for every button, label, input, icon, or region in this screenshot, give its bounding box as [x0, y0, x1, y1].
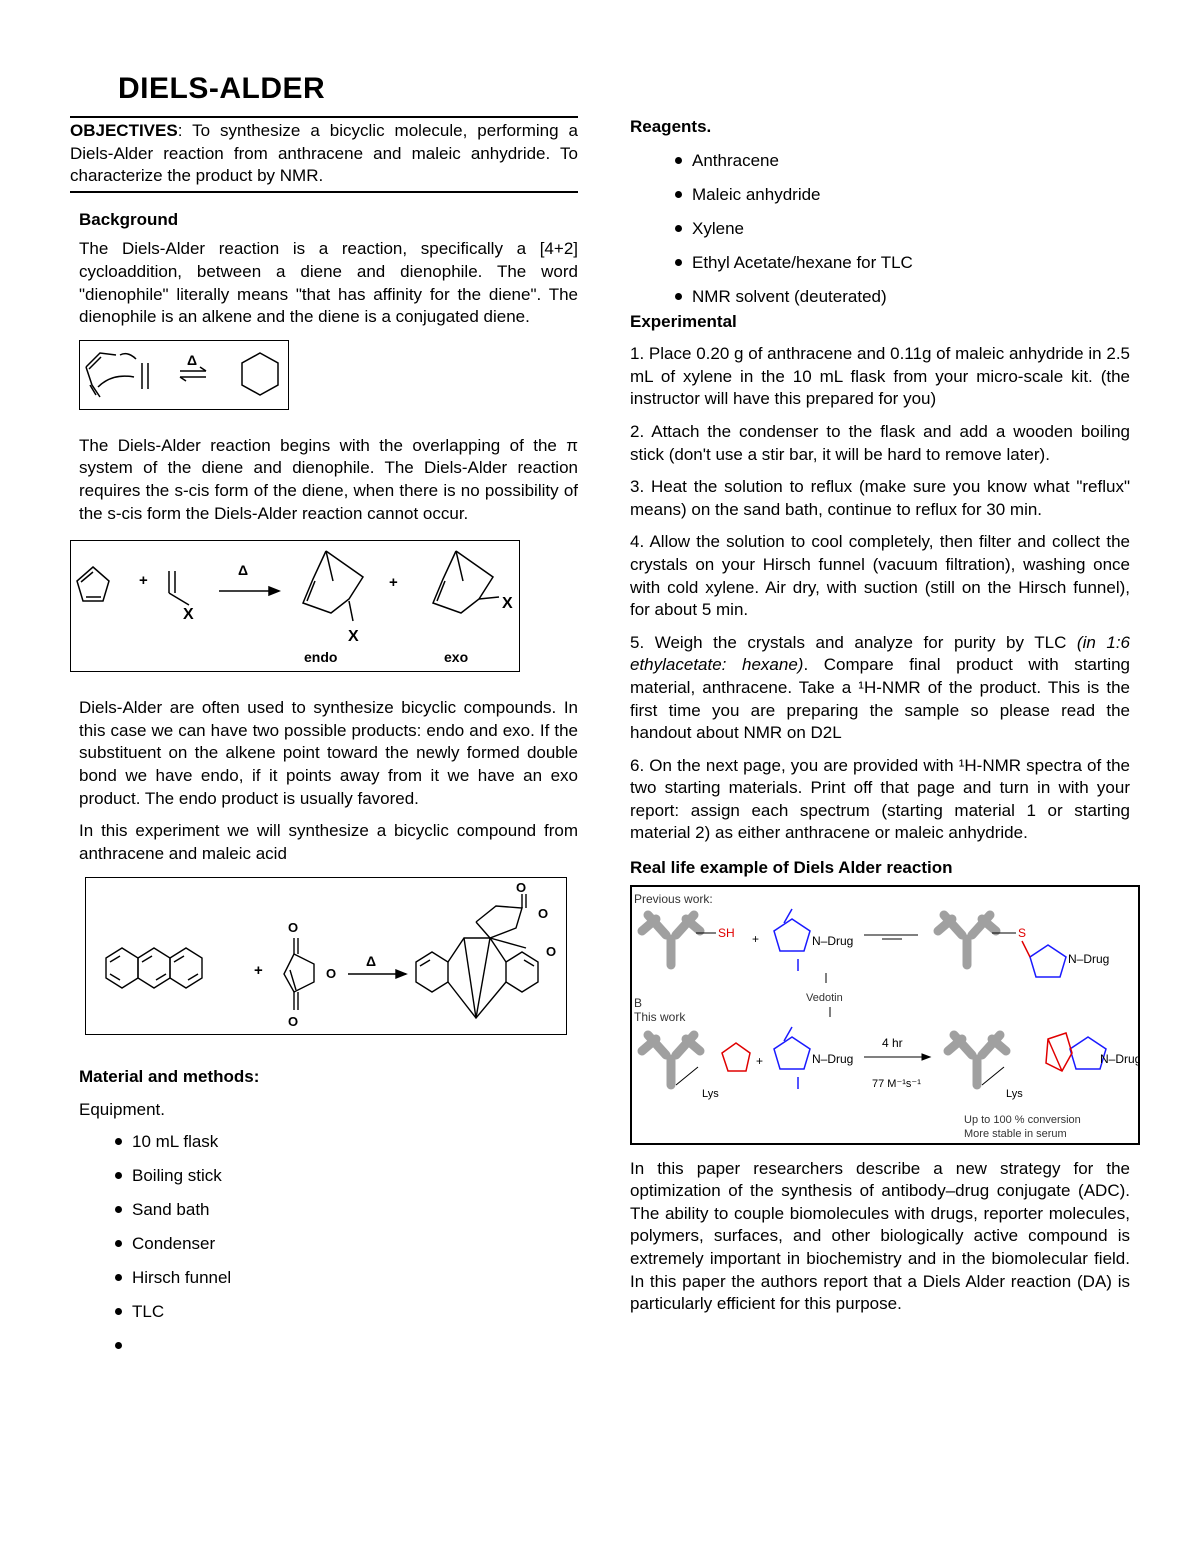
step-5-tlc-ratio: (in 1:6 ethylacetate: hexane)	[630, 632, 1130, 675]
experimental-step-1: 1. Place 0.20 g of anthracene and 0.11g of maleic anhydride in 2.5 mL of xylene in the 10 mL flask from your micro-scale kit. (the instructor will have this prepared for you)	[630, 344, 1130, 409]
reagent-item-label: Maleic anhydride	[692, 184, 821, 204]
oxygen-label: O	[288, 920, 299, 936]
exo-label: exo	[444, 649, 469, 666]
x-substituent: X	[183, 606, 194, 624]
delta-label: Δ	[187, 351, 198, 368]
step-5-text-cont: . Compare final product with starting material, anthracene. Take a ¹H-NMR of the product. This is the first time you are preparing the sample so please read the handout about NMR on D2L	[630, 655, 1131, 743]
list-item	[630, 286, 1130, 320]
lys-label: Lys	[1006, 1087, 1023, 1100]
list-item	[70, 1301, 578, 1335]
conversion-label: Up to 100 % conversion	[964, 1113, 1081, 1126]
bullet-icon	[115, 1240, 122, 1247]
reagents-heading: Reagents.	[630, 117, 712, 136]
experimental-step-3: 3. Heat the solution to reflux (make sure you know what "reflux" means) on the sand bath, continue to reflux for 30 min.	[630, 477, 1130, 519]
plus-sign: +	[139, 572, 148, 590]
bullet-icon	[115, 1206, 122, 1213]
bullet-icon	[675, 293, 682, 300]
equipment-label: Equipment.	[79, 1099, 165, 1119]
list-item	[630, 150, 1130, 184]
n-drug-label: N–Drug	[1100, 1051, 1138, 1066]
equipment-item-label: 10 mL flask	[132, 1132, 219, 1152]
experimental-step-5	[630, 632, 1130, 745]
right-column	[630, 116, 1138, 1316]
bullet-icon	[675, 157, 682, 164]
x-substituent-endo: X	[348, 628, 359, 646]
adc-figure	[630, 885, 1140, 1145]
objectives-box	[70, 116, 578, 193]
experimental-step-2: 2. Attach the condenser to the flask and add a wooden boiling stick (don't use a stir bar, it will be hard to remove later).	[630, 421, 1130, 464]
equipment-item-label: Condenser	[132, 1234, 216, 1254]
reagent-item-label: Ethyl Acetate/hexane for TLC	[692, 252, 913, 272]
reagent-item-label: Anthracene	[692, 150, 779, 170]
reaction-time-label: 4 hr	[882, 1035, 903, 1050]
bullet-icon	[675, 259, 682, 266]
plus-sign: +	[756, 1053, 764, 1068]
bullet-icon	[115, 1308, 122, 1315]
previous-work-label: Previous work:	[634, 891, 713, 906]
bullet-icon	[115, 1172, 122, 1179]
objectives-label: OBJECTIVES	[70, 121, 178, 140]
list-item	[70, 1233, 578, 1267]
sh-label: SH	[718, 925, 735, 940]
list-item	[70, 1165, 578, 1199]
rate-constant-label: 77 M⁻¹s⁻¹	[872, 1077, 921, 1090]
list-item	[70, 1199, 578, 1233]
equipment-item-label: TLC	[132, 1302, 165, 1322]
reagent-item-label: Xylene	[692, 218, 744, 238]
endo-label: endo	[304, 649, 338, 666]
list-item	[70, 1335, 578, 1369]
equipment-item-label: Boiling stick	[132, 1166, 222, 1186]
background-paragraph-1: The Diels-Alder reaction is a reaction, specifically a [4+2] cycloaddition, between a diene and dienophile. The word "dienophile" literally means "that has affinity for the diene". The dienophile is an alkene and the diene is a conjugated diene.	[79, 239, 578, 327]
oxygen-label: O	[326, 966, 337, 982]
n-drug-label: N–Drug	[812, 1051, 854, 1066]
equipment-list	[70, 1131, 578, 1369]
step-5-text: 5. Weigh the crystals and analyze for purity by TLC	[630, 632, 1077, 652]
experimental-step-4: 4. Allow the solution to cool completely, then filter and collect the crystals on your Hirsch funnel (vacuum filtration), washing once with cold xylene. Air dry, with suction (still on the Hirsch funnel), for about 5 min.	[630, 532, 1130, 620]
objectives-text: : To synthesize a bicyclic molecule, performing a Diels-Alder reaction from anthracene and maleic anhydride. To characterize the product by NMR.	[70, 121, 578, 186]
left-column	[70, 116, 578, 1369]
s-label: S	[1018, 925, 1027, 940]
list-item	[70, 1267, 578, 1301]
adc-drawing	[632, 887, 1138, 1143]
background-heading: Background	[79, 209, 179, 229]
oxygen-label: O	[538, 906, 549, 922]
section-b-label: B	[634, 995, 643, 1010]
bullet-icon	[675, 191, 682, 198]
n-drug-label: N–Drug	[812, 933, 854, 948]
bullet-icon	[675, 225, 682, 232]
diene-dienophile-drawing	[80, 341, 288, 409]
n-drug-label: N–Drug	[1068, 951, 1110, 966]
reagent-item-label: NMR solvent (deuterated)	[692, 286, 887, 306]
experimental-heading: Experimental	[630, 311, 737, 331]
reagents-list	[630, 150, 1130, 320]
oxygen-label: O	[546, 944, 557, 960]
delta-label: Δ	[366, 953, 377, 970]
oxygen-label: O	[288, 1014, 299, 1030]
equipment-item-label: Sand bath	[132, 1200, 210, 1220]
anthracene-figure	[85, 877, 567, 1035]
oxygen-label: O	[516, 880, 527, 896]
lys-label: Lys	[702, 1087, 719, 1100]
list-item	[630, 218, 1130, 252]
list-item	[630, 184, 1130, 218]
real-life-heading: Real life example of Diels Alder reaction	[630, 858, 953, 878]
anthracene-drawing	[86, 878, 566, 1034]
x-substituent-exo: X	[502, 595, 513, 613]
plus-sign: +	[254, 962, 263, 980]
real-life-paragraph: In this paper researchers describe a new strategy for the optimization of the synthesis of antibody–drug conjugate (ADC). The ability to couple biomolecules with drugs, reporter molecules, polymers, surfaces, and other biologically active compound is extremely important in biochemistry and in the biomolecular field. In this paper the authors report that a Diels Alder reaction (DA) is particularly efficient for this purpose.	[630, 1158, 1130, 1314]
delta-label: Δ	[238, 562, 249, 579]
vedotin-label: Vedotin	[806, 991, 843, 1004]
list-item	[70, 1131, 578, 1165]
page-title: DIELS-ALDER	[118, 72, 326, 105]
list-item	[630, 252, 1130, 286]
background-paragraph-4: In this experiment we will synthesize a bicyclic compound from anthracene and maleic acid	[79, 821, 578, 863]
diene-dienophile-figure	[79, 340, 289, 410]
equipment-item-label: Hirsch funnel	[132, 1268, 232, 1288]
stability-label: More stable in serum	[964, 1127, 1067, 1140]
bullet-icon	[115, 1138, 122, 1145]
plus-sign: +	[752, 931, 760, 946]
plus-sign: +	[389, 574, 398, 592]
endo-exo-drawing	[71, 541, 519, 671]
this-work-label: This work	[634, 1009, 686, 1024]
experimental-step-6: 6. On the next page, you are provided with ¹H-NMR spectra of the two starting materials. Print off that page and turn in with your report: assign each spectrum (starting material 1 or starting material 2) as either anthracene or maleic anhydride.	[630, 755, 1130, 843]
materials-heading: Material and methods:	[79, 1067, 260, 1087]
bullet-icon	[115, 1274, 122, 1281]
background-paragraph-2: The Diels-Alder reaction begins with the overlapping of the π system of the diene and dienophile. The Diels-Alder reaction requires the s-cis form of the diene, when there is no possibility of the s-cis form the Diels-Alder reaction cannot occur.	[79, 435, 578, 523]
endo-exo-figure	[70, 540, 520, 672]
bullet-icon	[115, 1342, 122, 1349]
background-paragraph-3: Diels-Alder are often used to synthesize bicyclic compounds. In this case we can have two possible products: endo and exo. If the substituent on the alkene point toward the newly formed double bond we have endo, if it points away from it we have an exo product. The endo product is usually favored.	[79, 698, 578, 808]
